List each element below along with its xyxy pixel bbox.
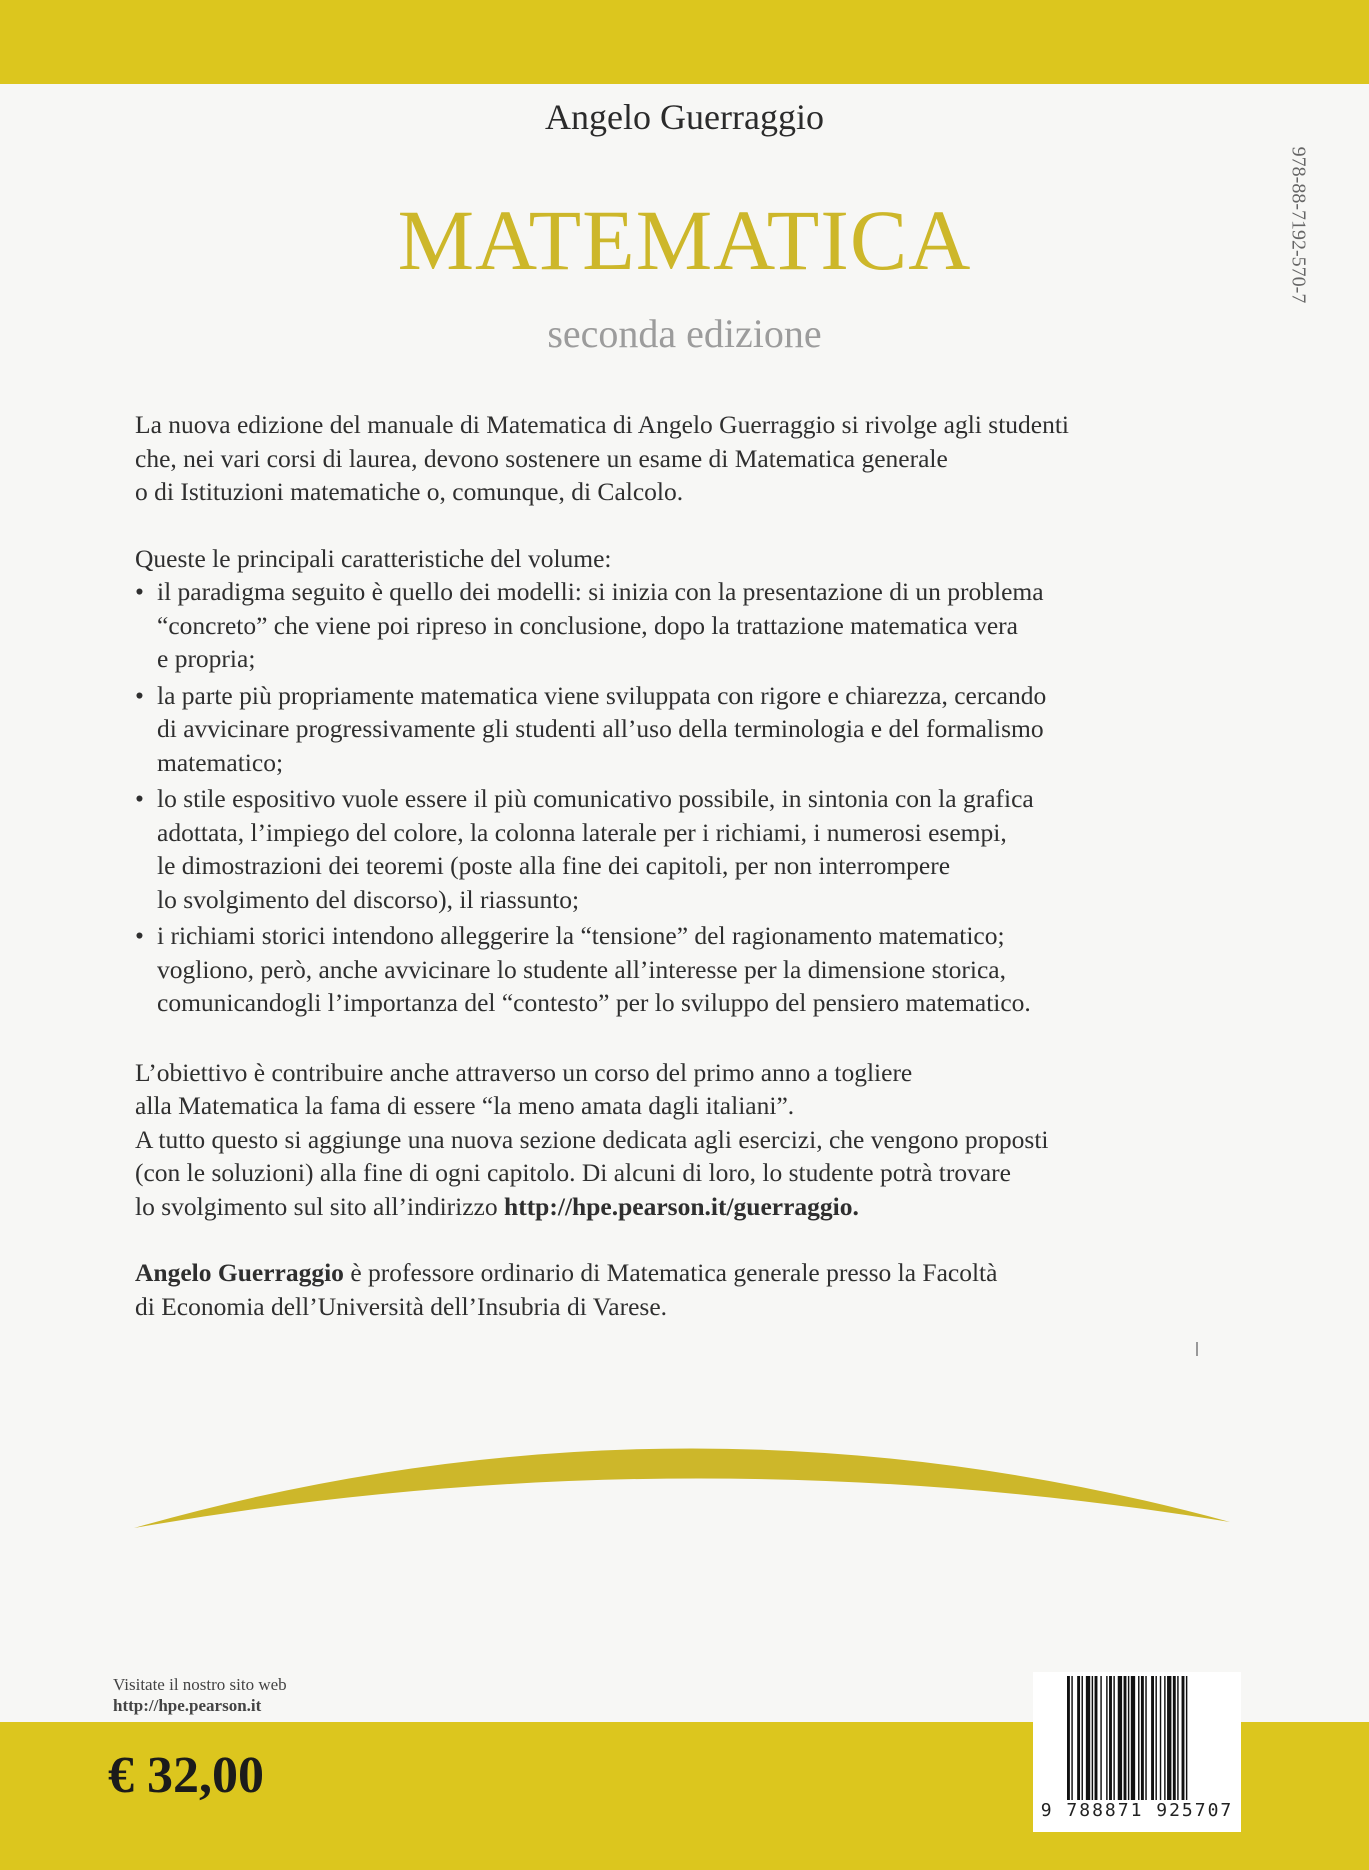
barcode-bar bbox=[1106, 1676, 1107, 1800]
intro-line: La nuova edizione del manuale di Matematica di Angelo Guerraggio si rivolge agli studenti bbox=[135, 410, 1070, 439]
back-cover-text bbox=[135, 408, 1255, 1323]
decorative-swoosh bbox=[120, 1412, 1240, 1532]
author-name: Angelo Guerraggio bbox=[545, 97, 824, 137]
feature-line: lo stile espositivo vuole essere il più comunicativo possibile, in sintonia con la grafica bbox=[157, 784, 1034, 813]
objective-line: (con le soluzioni) alla fine di ogni capitolo. Di alcuni di loro, lo studente potrà trovare bbox=[135, 1158, 1011, 1187]
barcode-bar bbox=[1160, 1676, 1161, 1800]
bio-line bbox=[135, 1256, 1255, 1290]
barcode-bar bbox=[1092, 1676, 1093, 1800]
barcode-bar bbox=[1077, 1676, 1080, 1800]
feature-line: lo svolgimento del discorso), il riassunto; bbox=[157, 884, 580, 914]
barcode-bar bbox=[1173, 1676, 1176, 1800]
barcode-bar bbox=[1131, 1676, 1135, 1800]
barcode-bar bbox=[1082, 1676, 1083, 1800]
feature-line: “concreto” che viene poi ripreso in conclusione, dopo la trattazione matematica vera bbox=[157, 610, 1018, 640]
barcode-bar bbox=[1071, 1676, 1072, 1800]
barcode-bar bbox=[1067, 1676, 1070, 1800]
feature-line: e propria; bbox=[157, 644, 256, 673]
barcode-bar bbox=[1151, 1676, 1154, 1800]
objective-prefix: lo svolgimento sul sito all’indirizzo bbox=[135, 1191, 505, 1221]
objective-line bbox=[135, 1190, 1255, 1224]
barcode-bar bbox=[1109, 1676, 1112, 1800]
barcode bbox=[1033, 1672, 1241, 1832]
feature-line: matematico; bbox=[157, 747, 284, 777]
feature-line: il paradigma seguito è quello dei modelli: si inizia con la presentazione di un problema bbox=[157, 577, 1044, 606]
book-title: MATEMATICA bbox=[397, 192, 972, 288]
bullet: • bbox=[135, 784, 144, 813]
barcode-bar bbox=[1155, 1676, 1156, 1800]
barcode-bar bbox=[1118, 1676, 1122, 1800]
barcode-bar bbox=[1095, 1676, 1098, 1800]
feature-line: vogliono, però, anche avvicinare lo studente all’interesse per la dimensione storica, bbox=[157, 954, 1006, 984]
bio-line: di Economia dell’Università dell’Insubria di Varese. bbox=[135, 1291, 668, 1321]
price-label: € 32,00 bbox=[108, 1747, 264, 1804]
feature-line: i richiami storici intendono alleggerire la “tensione” del ragionamento matematico; bbox=[157, 921, 1005, 950]
barcode-bar bbox=[1167, 1676, 1171, 1800]
bio-text: è professore ordinario di Matematica generale presso la Facoltà bbox=[343, 1258, 998, 1287]
barcode-number: 9 788871 925707 bbox=[1040, 1800, 1234, 1821]
website-notice-text: Visitate il nostro sito web bbox=[113, 1675, 287, 1694]
barcode-bar bbox=[1177, 1676, 1178, 1800]
feature-item bbox=[135, 919, 1255, 1020]
barcode-bar bbox=[1128, 1676, 1129, 1800]
isbn-side-text: 978-88-7192-570-7 bbox=[1287, 146, 1310, 304]
small-mark bbox=[1196, 1342, 1198, 1356]
bullet: • bbox=[135, 680, 144, 710]
feature-item bbox=[135, 575, 1255, 676]
edition-subtitle: seconda edizione bbox=[547, 311, 822, 356]
feature-item bbox=[135, 679, 1255, 780]
feature-item bbox=[135, 782, 1255, 916]
barcode-bars bbox=[1067, 1676, 1235, 1800]
objective-line: A tutto questo si aggiunge una nuova sezione dedicata agli esercizi, che vengono proposti bbox=[135, 1124, 1049, 1154]
barcode-bar bbox=[1145, 1676, 1146, 1800]
barcode-bar bbox=[1164, 1676, 1165, 1800]
intro-line: o di Istituzioni matematiche o, comunque, di Calcolo. bbox=[135, 477, 684, 506]
barcode-bar bbox=[1100, 1676, 1101, 1800]
feature-line: di avvicinare progressivamente gli studenti all’uso della terminologia e del formalismo bbox=[157, 714, 1044, 743]
website-url[interactable]: http://hpe.pearson.it bbox=[113, 1696, 262, 1715]
barcode-bar bbox=[1182, 1676, 1185, 1800]
guerraggio-link[interactable]: http://hpe.pearson.it/guerraggio. bbox=[504, 1191, 859, 1221]
barcode-bar bbox=[1086, 1676, 1090, 1800]
isbn-side-label bbox=[1278, 130, 1318, 320]
features-list bbox=[135, 575, 1255, 1020]
features-heading: Queste le principali caratteristiche del volume: bbox=[135, 543, 612, 573]
objective-line: alla Matematica la fama di essere “la meno amata dagli italiani”. bbox=[135, 1091, 795, 1120]
barcode-bar bbox=[1113, 1676, 1114, 1800]
website-notice bbox=[113, 1674, 287, 1716]
barcode-bar bbox=[1141, 1676, 1144, 1800]
feature-line: comunicandogli l’importanza del “contesto” per lo sviluppo del pensiero matematico. bbox=[157, 988, 1031, 1017]
bullet: • bbox=[135, 577, 144, 606]
bio-author-name: Angelo Guerraggio bbox=[135, 1258, 344, 1287]
objective-line: L’obiettivo è contribuire anche attraverso un corso del primo anno a togliere bbox=[135, 1057, 913, 1087]
feature-line: la parte più propriamente matematica viene sviluppata con rigore e chiarezza, cercando bbox=[157, 680, 1047, 710]
feature-line: le dimostrazioni dei teoremi (poste alla fine dei capitoli, per non interrompere bbox=[157, 851, 951, 880]
barcode-bar bbox=[1124, 1676, 1127, 1800]
barcode-bar bbox=[1186, 1676, 1187, 1800]
bullet: • bbox=[135, 921, 144, 950]
top-color-band bbox=[0, 0, 1369, 84]
intro-line: che, nei vari corsi di laurea, devono sostenere un esame di Matematica generale bbox=[135, 443, 948, 473]
feature-line: adottata, l’impiego del colore, la colonna laterale per i richiami, i numerosi esempi, bbox=[157, 817, 1007, 847]
barcode-bar bbox=[1138, 1676, 1139, 1800]
